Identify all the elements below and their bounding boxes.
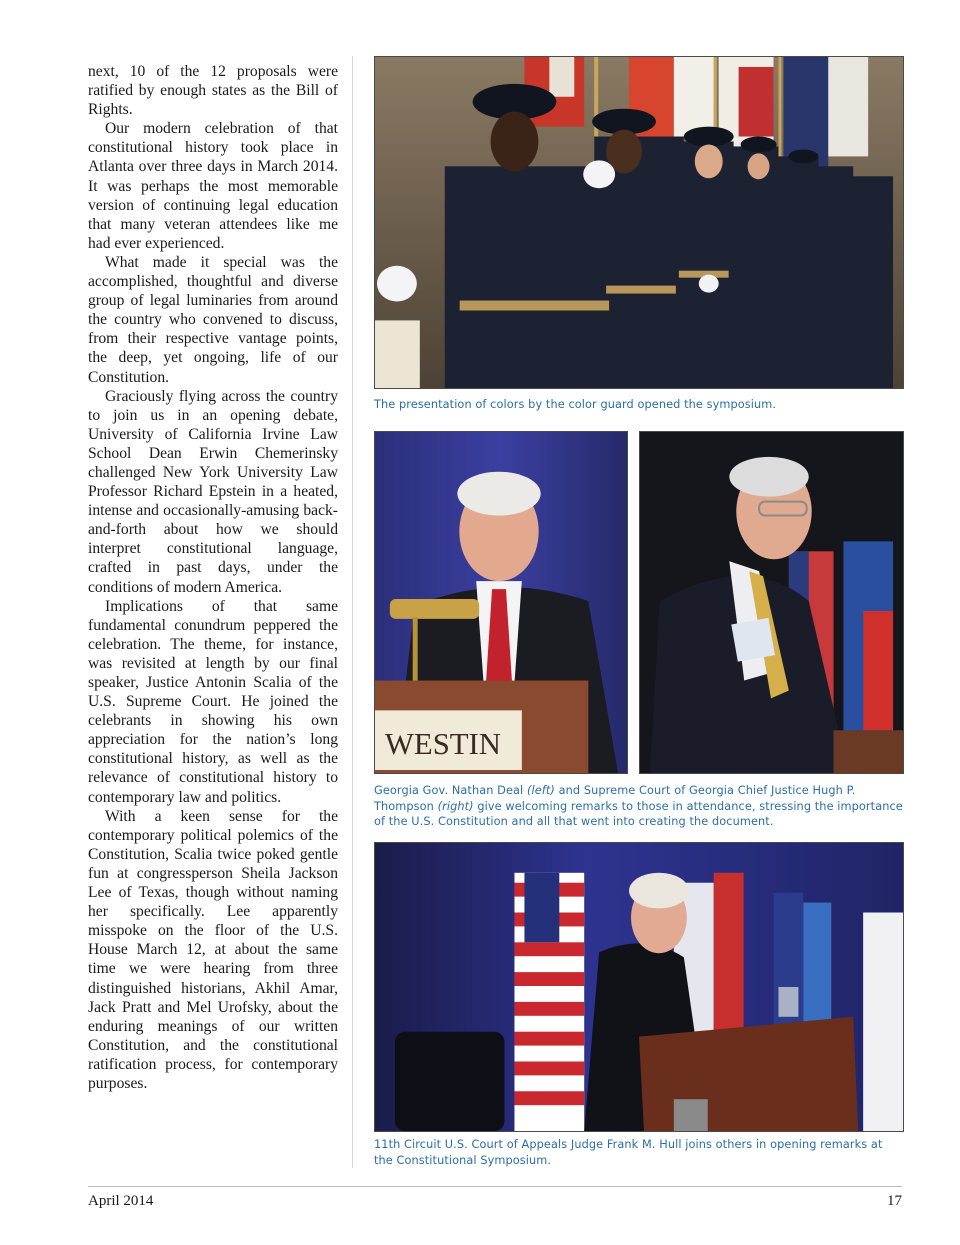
- justice-thompson-photo: [639, 431, 904, 774]
- article-paragraph: Graciously flying across the country to join us in an opening debate, University of California Irvine Law School Dean Erwin Chemerinsky challenged New York University Law Professor Richard Epstein in a heated, intense and occasionally-amusing back-and-forth about how we should interpret constitutional language, crafted in past days, under the conditions of modern America.: [88, 387, 338, 596]
- column-divider: [352, 56, 353, 1168]
- speakers-caption: [374, 783, 906, 830]
- speakers-caption-part: and Supreme Court of Georgia Chief Justice Hugh P. Thompson: [374, 784, 856, 813]
- color-guard-photo: [374, 56, 904, 389]
- speakers-caption-part: give welcoming remarks to those in attendance, stressing the importance of the U.S. Constitution and all that went into creating the document.: [374, 799, 903, 828]
- color-guard-caption: The presentation of colors by the color guard opened the symposium.: [374, 398, 777, 411]
- article-paragraph: next, 10 of the 12 proposals were ratified by enough states as the Bill of Rights.: [88, 63, 338, 119]
- footer-page-number: 17: [887, 1193, 902, 1209]
- speakers-caption-right: (right): [437, 799, 474, 813]
- article-paragraph: Implications of that same fundamental conundrum peppered the celebration. The theme, for instance, was revisited at length by our final speaker, Justice Antonin Scalia of the U.S. Supreme Court. He joined the celebrants in showing his own appreciation for the nation’s long constitutional history, as well as the relevance of constitutional history to contemporary law and politics.: [88, 597, 338, 806]
- article-paragraph: Our modern celebration of that constitutional history took place in Atlanta over three days in March 2014. It was perhaps the most memorable version of continuing legal education that many veteran attendees like me had ever experienced.: [88, 120, 338, 252]
- article-paragraph: What made it special was the accomplished, thoughtful and diverse group of legal luminaries from around the country who convened to discuss, from their respective vantage points, the deep, yet ongoing, life of our Constitution.: [88, 253, 338, 386]
- judge-hull-photo: [374, 842, 904, 1132]
- governor-deal-photo: [374, 431, 628, 774]
- podium-sign-text: WESTIN: [384, 727, 502, 762]
- article-paragraph: With a keen sense for the contemporary political polemics of the Constitution, Scalia twice poked gentle fun at congressperson Sheila Jackson Lee of Texas, though without naming her specifically. Lee apparently misspoke on the floor of the U.S. House March 12, at about the same time we were hearing from three distinguished historians, Akhil Amar, Jack Pratt and Mel Urofsky, about the enduring meanings of our written Constitution, and the constitutional ratification process, for contemporary purposes.: [88, 807, 338, 1092]
- judge-hull-caption: 11th Circuit U.S. Court of Appeals Judge Frank M. Hull joins others in opening remarks at the Constitutional Symposium.: [374, 1138, 883, 1167]
- speakers-caption-part: Georgia Gov. Nathan Deal: [374, 784, 527, 797]
- article-body: [88, 62, 338, 1093]
- speakers-caption-left: (left): [526, 784, 555, 797]
- footer-divider: [88, 1186, 902, 1187]
- footer-issue-date: April 2014: [88, 1193, 154, 1209]
